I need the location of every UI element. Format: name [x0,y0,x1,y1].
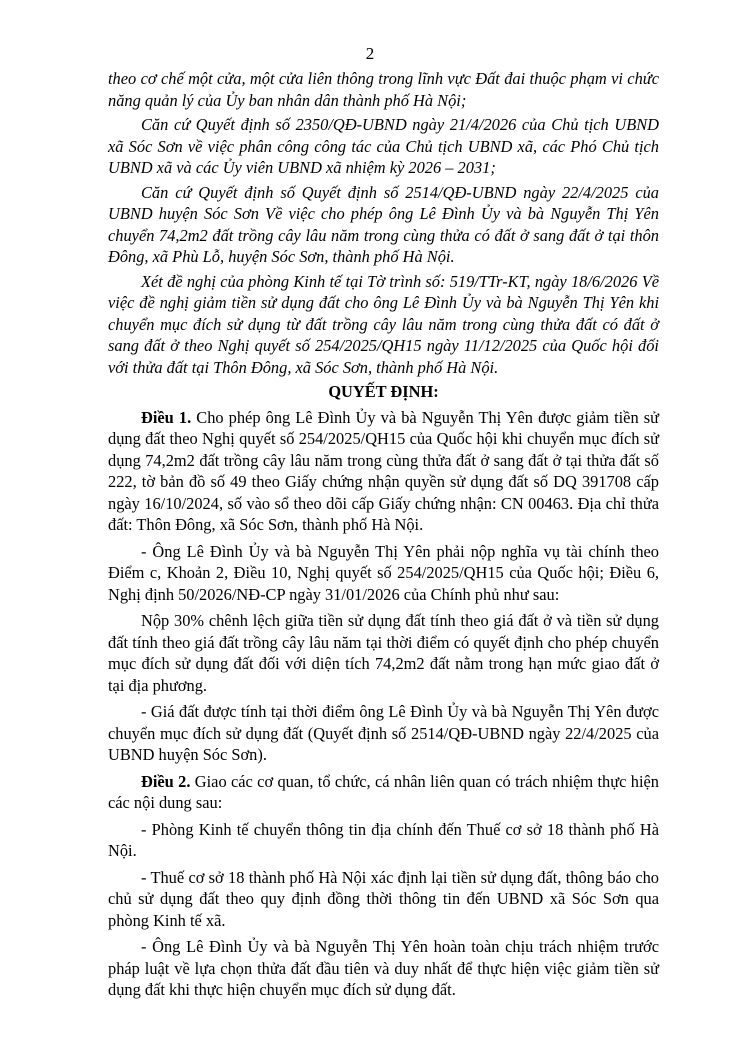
article-1-clause: Nộp 30% chênh lệch giữa tiền sử dụng đất tính theo giá đất ở và tiền sử dụng đất tính theo giá đất trồng cây lâu năm tại thời điểm có quyết định cho phép chuyển mục đích sử dụng đất đối với diện tích 74,2m2 đất nằm trong hạn mức giao đất ở tại địa phương. [108,611,659,695]
preamble-paragraph: Xét đề nghị của phòng Kinh tế tại Tờ trình số: 519/TTr-KT, ngày 18/6/2026 Về việc đề nghị giảm tiền sử dụng đất cho ông Lê Đình Ủy và bà Nguyễn Thị Yên khi chuyển mục đích sử dụng từ đất trồng cây lâu năm trong cùng thửa đất có đất ở sang đất ở theo Nghị quyết số 254/2025/QH15 ngày 11/12/2025 của Quốc hội đối với thửa đất tại Thôn Đông, xã Sóc Sơn, thành phố Hà Nội. [108,271,659,377]
page-number: 2 [365,44,375,63]
article-2-clause: - Thuế cơ sở 18 thành phố Hà Nội xác định lại tiền sử dụng đất, thông báo cho chủ sử dụng đất theo quy định đồng thời thông tin đến UBND xã Sóc Sơn qua phòng Kinh tế xã. [108,867,659,930]
preamble-paragraph: Căn cứ Quyết định số Quyết định số 2514/QĐ-UBND ngày 22/4/2025 của UBND huyện Sóc Sơn Về việc cho phép ông Lê Đình Ủy và bà Nguyễn Thị Yên chuyển 74,2m2 đất trồng cây lâu năm trong cùng thửa có đất ở sang đất ở tại thôn Đông, xã Phù Lỗ, huyện Sóc Sơn, thành phố Hà Nội. [108,182,659,266]
preamble-paragraph: theo cơ chế một cửa, một cửa liên thông trong lĩnh vực Đất đai thuộc phạm vi chức năng quản lý của Ủy ban nhân dân thành phố Hà Nội; [108,69,659,110]
preamble-section [108,68,659,378]
article-2-clause: - Phòng Kinh tế chuyển thông tin địa chính đến Thuế cơ sở 18 thành phố Hà Nội. [108,819,659,860]
article-1-paragraph [108,407,659,536]
preamble-paragraph: Căn cứ Quyết định số 2350/QĐ-UBND ngày 21/4/2026 của Chủ tịch UBND xã Sóc Sơn về việc phân công công tác của Chủ tịch UBND xã, các Phó Chủ tịch UBND xã và các Ủy viên UBND xã nhiệm kỳ 2026 – 2031; [108,115,659,177]
article-2-clause: - Ông Lê Đình Ủy và bà Nguyễn Thị Yên hoàn toàn chịu trách nhiệm trước pháp luật về lựa chọn thửa đất đầu tiên và duy nhất để thực hiện việc giảm tiền sử dụng đất khi thực hiện chuyển mục đích sử dụng đất. [108,937,659,999]
article-1-clause: - Ông Lê Đình Ủy và bà Nguyễn Thị Yên phải nộp nghĩa vụ tài chính theo Điểm c, Khoản 2, Điều 10, Nghị quyết số 254/2025/QH15 của Quốc hội; Điều 6, Nghị định 50/2026/NĐ-CP ngày 31/01/2026 của Chính phủ như sau: [108,541,659,604]
article-1-label: Điều 1. [141,407,192,427]
document-body [108,68,659,1006]
article-2-label: Điều 2. [141,771,191,791]
article-2-text: Giao các cơ quan, tổ chức, cá nhân liên quan có trách nhiệm thực hiện các nội dung sau: [108,771,659,812]
article-1-text: Cho phép ông Lê Đình Ủy và bà Nguyễn Thị Yên được giảm tiền sử dụng đất theo Nghị quyết số 254/2025/QH15 của Quốc hội khi chuyển mục đích sử dụng 74,2m2 đất trồng cây lâu năm trong cùng thửa đất ở sang đất ở tại thửa đất số 222, tờ bản đồ số 49 theo Giấy chứng nhận quyền sử dụng đất số DQ 391708 cấp ngày 16/10/2024, số vào sổ theo dõi cấp Giấy chứng nhận: CN 00463. Địa chỉ thửa đất: Thôn Đông, xã Sóc Sơn, thành phố Hà Nội. [108,407,659,534]
decision-title: QUYẾT ĐỊNH: [328,382,439,401]
articles-section [108,407,659,1001]
article-1-clause: - Giá đất được tính tại thời điểm ông Lê Đình Ủy và bà Nguyễn Thị Yên được chuyển mục đích sử dụng đất (Quyết định số 2514/QĐ-UBND ngày 22/4/2025 của UBND huyện Sóc Sơn). [108,702,659,764]
article-2-paragraph [108,771,659,814]
